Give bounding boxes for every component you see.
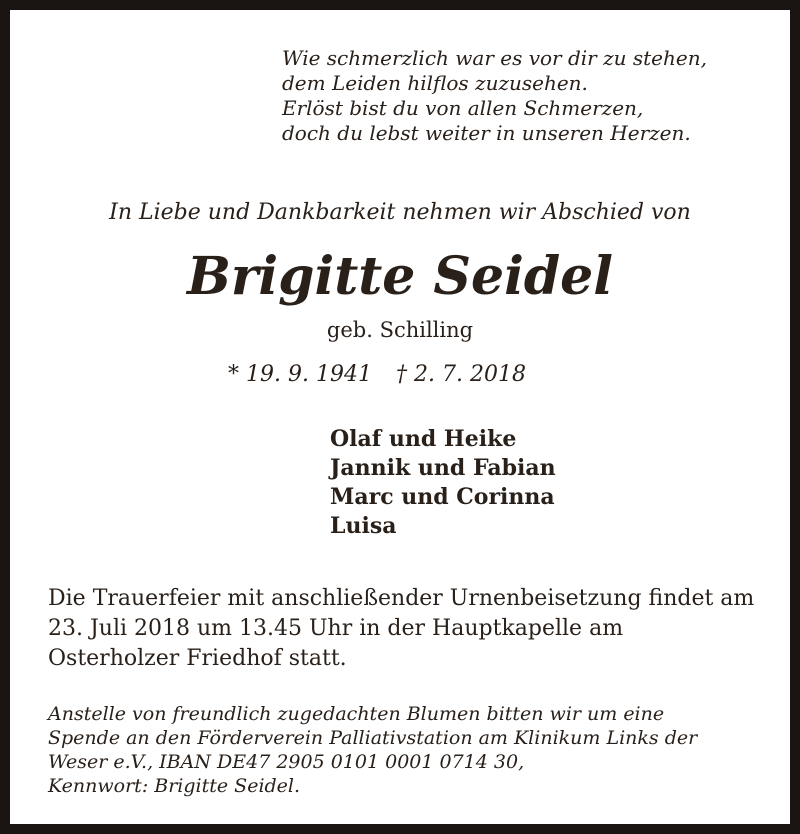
donation-line: Anstelle von freundlich zugedachten Blumen bitten wir um eine: [48, 703, 665, 725]
poem-line: Erlöst bist du von allen Schmerzen,: [282, 96, 644, 120]
mourner-entry: Marc und Corinna: [330, 484, 555, 510]
service-line: Die Trauerfeier mit anschließender Urnenbeisetzung findet am: [48, 586, 755, 611]
memorial-poem: [282, 46, 707, 146]
poem-line: Wie schmerzlich war es vor dir zu stehen,: [282, 46, 707, 70]
donation-line: Weser e.V., IBAN DE47 2905 0101 0001 0714 30,: [48, 751, 525, 773]
mourners-list: [330, 425, 556, 541]
maiden-name: geb. Schilling: [326, 318, 474, 342]
service-line: Osterholzer Friedhof statt.: [48, 646, 347, 671]
birth-date: * 19. 9. 1941: [228, 362, 372, 387]
poem-line: dem Leiden hilflos zuzusehen.: [282, 71, 588, 95]
donation-line: Kennwort: Brigitte Seidel.: [48, 775, 301, 797]
service-line: 23. Juli 2018 um 13.45 Uhr in der Hauptkapelle am: [48, 616, 624, 641]
deceased-name: Brigitte Seidel: [186, 246, 614, 307]
funeral-service-info: [48, 584, 754, 674]
mourner-entry: Luisa: [330, 513, 397, 539]
mourner-entry: Olaf und Heike: [330, 426, 517, 452]
mourner-entry: Jannik und Fabian: [330, 455, 556, 481]
donation-request: [48, 702, 697, 798]
death-date: † 2. 7. 2018: [396, 362, 526, 387]
poem-line: doch du lebst weiter in unseren Herzen.: [282, 121, 691, 145]
farewell-intro: In Liebe und Dankbarkeit nehmen wir Abschied von: [109, 200, 691, 225]
donation-line: Spende an den Förderverein Palliativstation am Klinikum Links der: [48, 727, 698, 749]
